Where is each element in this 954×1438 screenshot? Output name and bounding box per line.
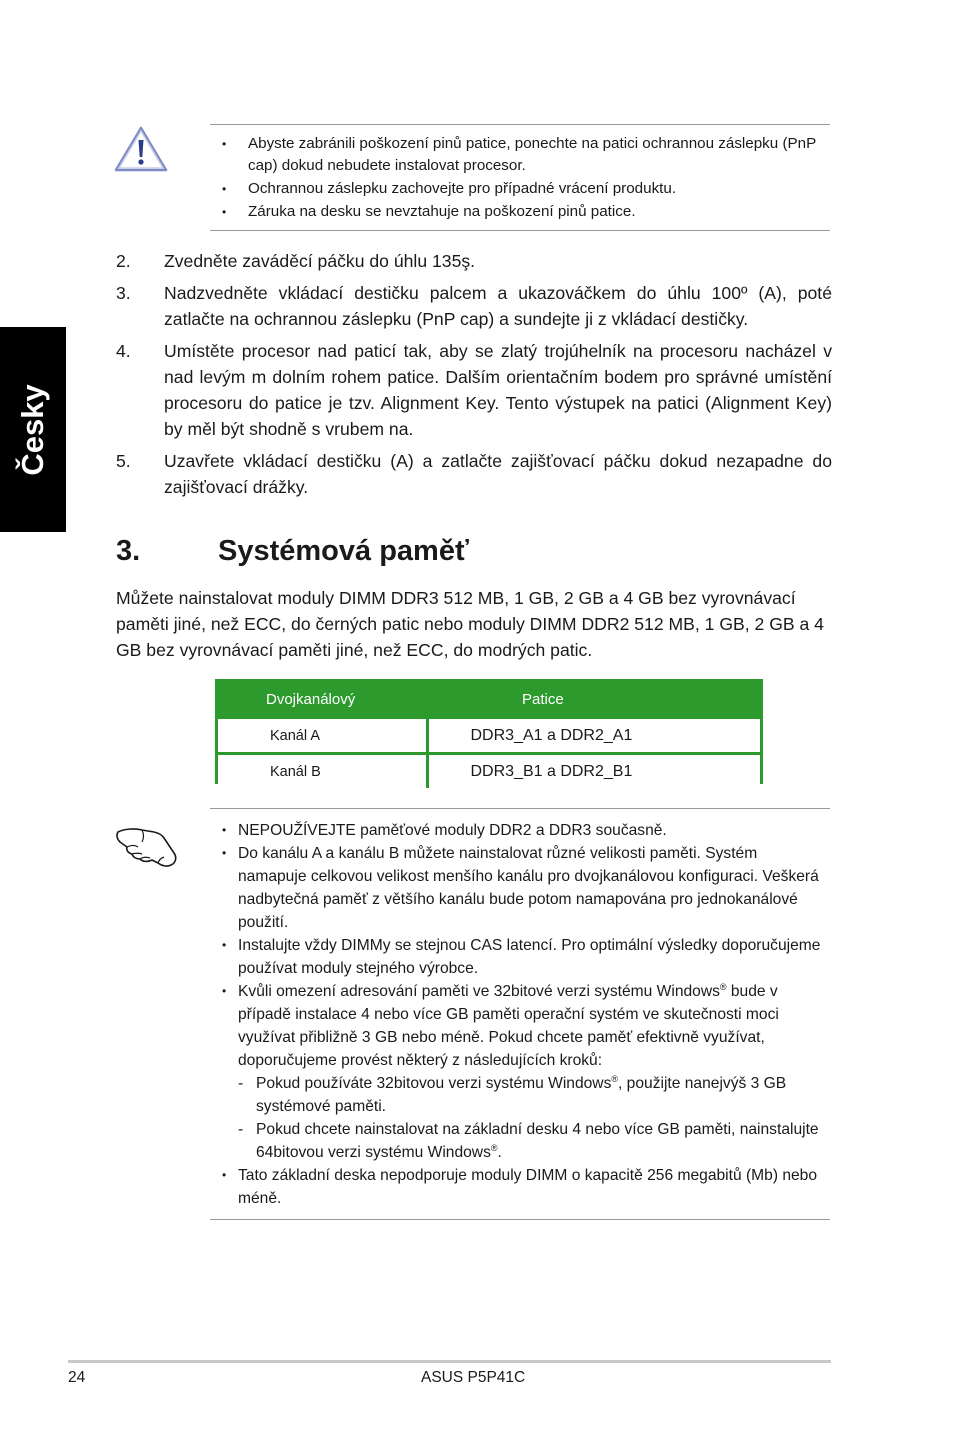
table-cell-sockets: DDR3_B1 a DDR2_B1	[427, 754, 760, 789]
section-heading	[116, 535, 469, 568]
warning-list	[220, 133, 835, 224]
table-row	[218, 718, 760, 754]
registered-mark: ®	[490, 1142, 498, 1153]
step-number: 2.	[116, 251, 131, 271]
step-item	[116, 448, 832, 500]
pointing-hand-icon	[114, 820, 180, 870]
warning-icon	[113, 125, 169, 173]
section-number: 3.	[116, 535, 141, 567]
list-item	[220, 980, 830, 1164]
note-text: , použijte nanejvýš 3 GB systémové paměti.	[256, 1075, 787, 1115]
language-tab-label: Česky	[15, 383, 50, 476]
note-text: bude v případě instalace 4 nebo více GB paměti operační systém ve skutečnosti moci využívat přibližně 3 GB nebo méně. Pokud chcete paměť efektivně využívat, doporučujeme provést některý z následujících kroků:	[238, 983, 779, 1069]
list-item: • Ochrannou záslepku zachovejte pro případné vrácení produktu.	[220, 178, 835, 200]
step-item	[116, 280, 832, 332]
step-item	[116, 248, 832, 274]
table-cell-channel: Kanál B	[218, 754, 427, 789]
step-item	[116, 338, 832, 442]
sub-list	[238, 1072, 830, 1164]
list-item: • NEPOUŽÍVEJTE paměťové moduly DDR2 a DDR3 současně.	[220, 819, 830, 842]
table-row	[218, 754, 760, 789]
sub-list-item	[238, 1072, 830, 1118]
list-item: • Instalujte vždy DIMMy se stejnou CAS latencí. Pro optimální výsledky doporučujeme používat moduly stejného výrobce.	[220, 934, 830, 980]
table-cell-channel: Kanál A	[218, 718, 427, 754]
table-header-row	[218, 682, 760, 718]
registered-mark: ®	[719, 981, 727, 992]
step-number: 4.	[116, 341, 131, 361]
list-item: • Do kanálu A a kanálu B můžete nainstalovat různé velikosti paměti. Systém namapuje celkovou velikost menšího kanálu pro dvojkanálovou konfiguraci. Veškerá nadbytečná paměť z většího kanálu bude potom namapována pro jednokanálové použití.	[220, 842, 830, 934]
step-number: 5.	[116, 451, 131, 471]
footer-divider	[68, 1360, 831, 1363]
installation-steps	[116, 248, 832, 506]
product-name: ASUS P5P41C	[421, 1369, 526, 1386]
memory-channel-table	[215, 679, 763, 784]
intro-paragraph: Můžete nainstalovat moduly DIMM DDR3 512 MB, 1 GB, 2 GB a 4 GB bez vyrovnávací paměti jiné, než ECC, do černých patic nebo moduly DIMM DDR2 512 MB, 1 GB, 2 GB a 4 GB bez vyrovnávací paměti jiné, než ECC, do modrých patic.	[116, 588, 824, 660]
list-item: • Tato základní deska nepodporuje moduly DIMM o kapacitě 256 megabitů (Mb) nebo méně.	[220, 1164, 830, 1210]
step-text: Umístěte procesor nad paticí tak, aby se zlatý trojúhelník na procesoru nacházel v nad levým m dolním rohem patice. Dalším orientačním bodem pro správné umístění procesoru do patice je tzv. Alignment Key. Tento výstupek na patici (Alignment Key) by měl být shodně s vrubem na.	[164, 341, 832, 439]
table-cell-sockets: DDR3_A1 a DDR2_A1	[427, 718, 760, 754]
registered-mark: ®	[611, 1073, 619, 1084]
page-number: 24	[68, 1369, 86, 1386]
note-text: Pokud používáte 32bitovou verzi systému Windows	[256, 1075, 612, 1092]
note-text: Pokud chcete nainstalovat na základní desku 4 nebo více GB paměti, nainstalujte 64bitovou verzi systému Windows	[256, 1121, 819, 1161]
list-item: • Abyste zabránili poškození pinů patice, ponechte na patici ochrannou záslepku (PnP cap) dokud nebudete instalovat procesor.	[220, 133, 835, 177]
notes-list	[220, 819, 830, 1210]
list-item: • Záruka na desku se nevztahuje na poškození pinů patice.	[220, 201, 835, 223]
warning-note	[210, 124, 830, 231]
step-number: 3.	[116, 283, 131, 303]
step-text: Nadzvedněte vkládací destičku palcem a ukazováčkem do úhlu 100º (A), poté zatlačte na ochrannou záslepku (PnP cap) a sundejte ji z vkládací destičky.	[164, 283, 832, 329]
step-text: Uzavřete vkládací destičku (A) a zatlačte zajišťovací páčku dokud nezapadne do zajišťovací drážky.	[164, 451, 832, 497]
memory-notes	[210, 808, 830, 1220]
language-tab	[0, 327, 66, 532]
sub-list-item	[238, 1118, 830, 1164]
note-text: .	[497, 1144, 502, 1161]
table-header-sockets: Patice	[522, 690, 564, 708]
note-text: Kvůli omezení adresování paměti ve 32bitové verzi systému Windows	[238, 983, 720, 1000]
section-title: Systémová paměť	[218, 535, 469, 567]
step-text: Zvedněte zaváděcí páčku do úhlu 135ş.	[164, 251, 476, 271]
table-header-channel: Dvojkanálový	[266, 690, 356, 708]
